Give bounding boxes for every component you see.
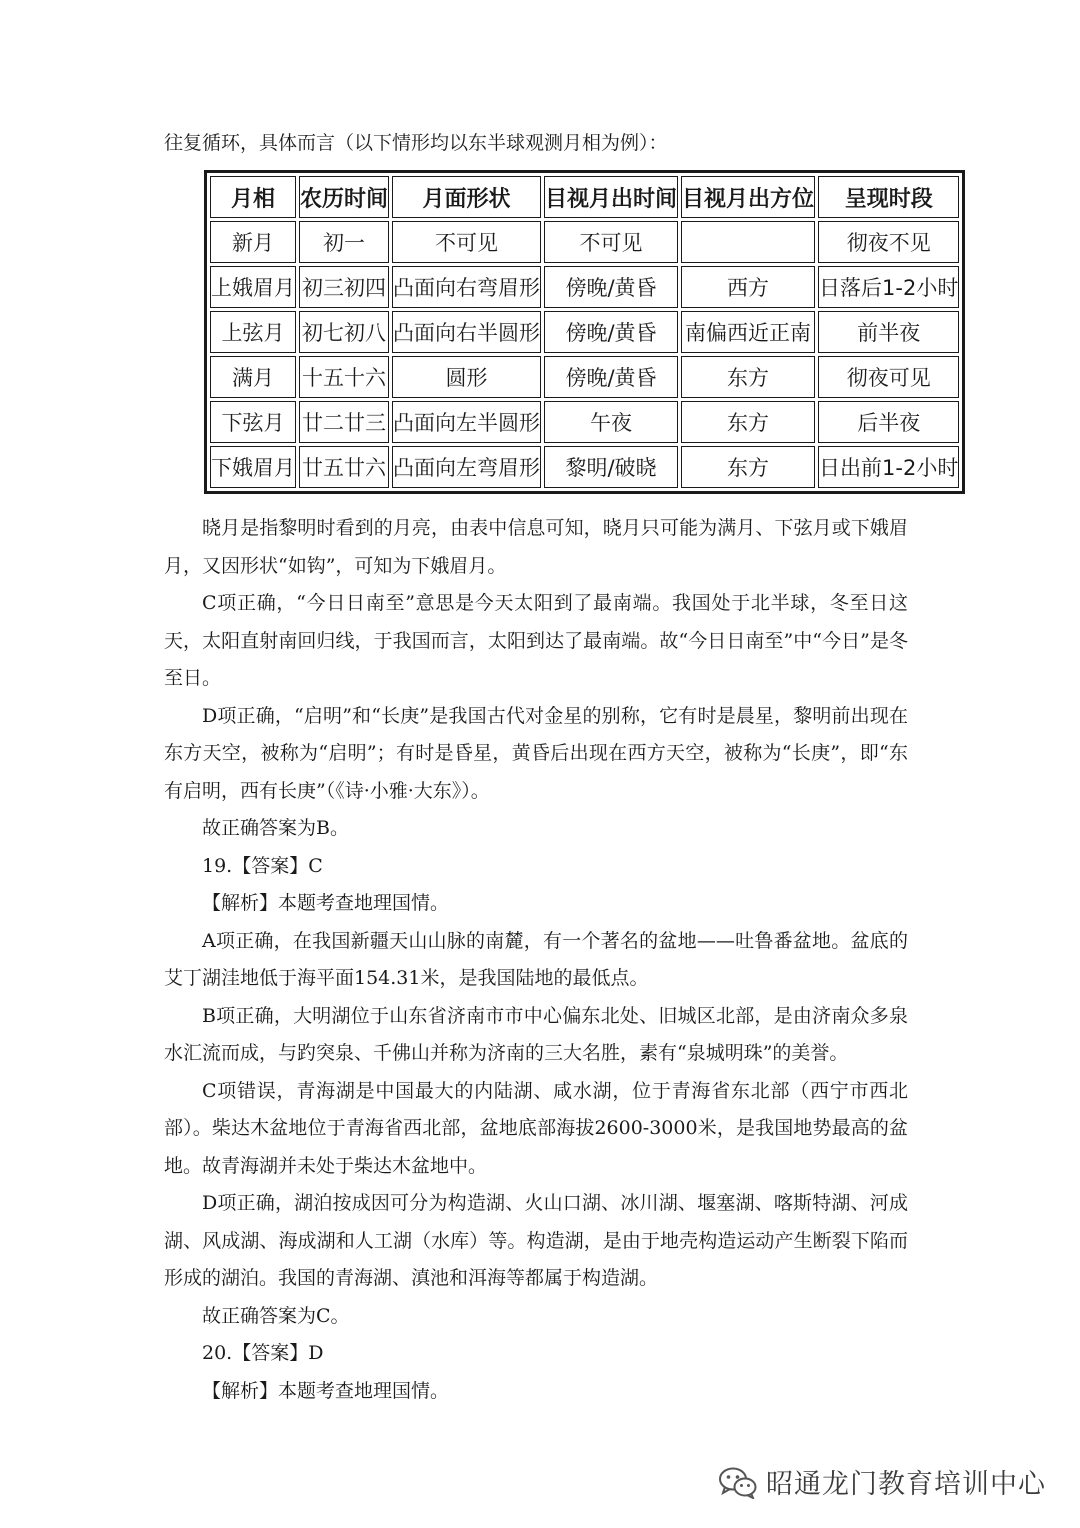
table-cell: 傍晚/黄昏 [544, 266, 678, 308]
table-cell [681, 221, 815, 263]
table-header-cell: 月面形状 [392, 176, 541, 218]
table-cell: 彻夜可见 [818, 356, 959, 398]
table-cell: 不可见 [392, 221, 541, 263]
table-cell: 后半夜 [818, 401, 959, 443]
paragraph: 晓月是指黎明时看到的月亮，由表中信息可知，晓月只可能为满月、下弦月或下娥眉月，又因形状“如钩”，可知为下娥眉月。 [164, 517, 908, 577]
answer-heading: 20.【答案】D [202, 1342, 324, 1364]
table-cell: 东方 [681, 446, 815, 488]
table-header-cell: 目视月出方位 [681, 176, 815, 218]
table-header-cell: 月相 [210, 176, 296, 218]
table-cell: 傍晚/黄昏 [544, 311, 678, 353]
table-cell: 南偏西近正南 [681, 311, 815, 353]
table-cell: 东方 [681, 401, 815, 443]
paragraph: D项正确，湖泊按成因可分为构造湖、火山口湖、冰川湖、堰塞湖、喀斯特湖、河成湖、风成湖、海成湖和人工湖（水库）等。构造湖，是由于地壳构造运动产生断裂下陷而形成的湖泊。我国的青海湖、滇池和洱海等都属于构造湖。 [164, 1192, 908, 1289]
table-cell: 上娥眉月 [210, 266, 296, 308]
table-header-cell: 农历时间 [299, 176, 389, 218]
paragraph: 故正确答案为B。 [202, 817, 349, 839]
table-cell: 日出前1-2小时 [818, 446, 959, 488]
table-cell: 新月 [210, 221, 296, 263]
table-cell: 初一 [299, 221, 389, 263]
wechat-icon [718, 1465, 758, 1499]
table-row [210, 401, 959, 443]
table-cell: 下弦月 [210, 401, 296, 443]
analysis-heading: 【解析】本题考查地理国情。 [202, 892, 450, 914]
table-header-cell: 目视月出时间 [544, 176, 678, 218]
table-cell: 满月 [210, 356, 296, 398]
table-cell: 傍晚/黄昏 [544, 356, 678, 398]
table-cell: 午夜 [544, 401, 678, 443]
table-cell: 凸面向左弯眉形 [392, 446, 541, 488]
table-cell: 不可见 [544, 221, 678, 263]
table-cell: 初七初八 [299, 311, 389, 353]
table-cell: 廿五廿六 [299, 446, 389, 488]
table-cell: 廿二廿三 [299, 401, 389, 443]
answer-explanation [164, 510, 908, 1410]
paragraph: 故正确答案为C。 [202, 1304, 350, 1327]
table-cell: 圆形 [392, 356, 541, 398]
table-header-cell: 呈现时段 [818, 176, 959, 218]
table-cell: 前半夜 [818, 311, 959, 353]
table-row [210, 356, 959, 398]
table-cell: 彻夜不见 [818, 221, 959, 263]
paragraph: C项错误，青海湖是中国最大的内陆湖、咸水湖，位于青海省东北部（西宁市西北部）。柴达木盆地位于青海省西北部，盆地底部海拔2600-3000米，是我国地势最高的盆地。故青海湖并未处于柴达木盆地中。 [164, 1079, 908, 1177]
answer-heading: 19.【答案】C [202, 854, 323, 877]
table-row [210, 266, 959, 308]
table-cell: 凸面向右弯眉形 [392, 266, 541, 308]
table-cell: 西方 [681, 266, 815, 308]
table-cell: 初三初四 [299, 266, 389, 308]
table-cell: 东方 [681, 356, 815, 398]
paragraph: C项正确，“今日日南至”意思是今天太阳到了最南端。我国处于北半球，冬至日这天，太阳直射南回归线，于我国而言，太阳到达了最南端。故“今日日南至”中“今日”是冬至日。 [164, 592, 908, 689]
analysis-heading: 【解析】本题考查地理国情。 [202, 1379, 450, 1402]
table-cell: 凸面向右半圆形 [392, 311, 541, 353]
table-cell: 下娥眉月 [210, 446, 296, 488]
table-row [210, 311, 959, 353]
watermark [718, 1462, 1046, 1501]
table-row [210, 221, 959, 263]
paragraph: B项正确，大明湖位于山东省济南市市中心偏东北处、旧城区北部，是由济南众多泉水汇流而成，与趵突泉、千佛山并称为济南的三大名胜，素有“泉城明珠”的美誉。 [164, 1004, 908, 1064]
paragraph: D项正确，“启明”和“长庚”是我国古代对金星的别称，它有时是晨星，黎明前出现在东方天空，被称为“启明”；有时是昏星，黄昏后出现在西方天空，被称为“长庚”，即“东有启明，西有长庚”（《诗·小雅·大东》）。 [164, 704, 908, 802]
table-cell: 日落后1-2小时 [818, 266, 959, 308]
table-row [210, 446, 959, 488]
table-cell: 黎明/破晓 [544, 446, 678, 488]
watermark-text: 昭通龙门教育培训中心 [766, 1469, 1046, 1500]
intro-text: 往复循环，具体而言（以下情形均以东半球观测月相为例）： [164, 132, 668, 154]
table-cell: 十五十六 [299, 356, 389, 398]
table-cell: 凸面向左半圆形 [392, 401, 541, 443]
paragraph: A项正确，在我国新疆天山山脉的南麓，有一个著名的盆地——吐鲁番盆地。盆底的艾丁湖洼地低于海平面154.31米，是我国陆地的最低点。 [164, 929, 908, 989]
moon-phase-table [204, 170, 965, 494]
table-cell: 上弦月 [210, 311, 296, 353]
table-header-row [210, 176, 959, 218]
